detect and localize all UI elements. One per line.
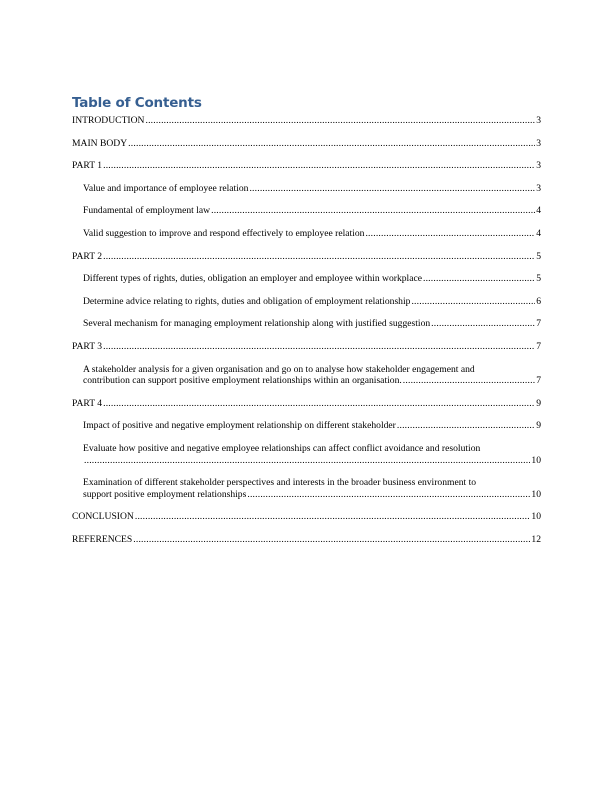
toc-entry-page: 9: [536, 420, 541, 432]
toc-entry-label: Valid suggestion to improve and respond effectively to employee relation: [83, 227, 365, 239]
toc-entry-label: PART 3: [72, 340, 103, 352]
toc-entry-label: PART 2: [72, 250, 103, 262]
toc-entry-several-mechanism[interactable]: [72, 318, 541, 330]
toc-entry-main-body[interactable]: [72, 138, 541, 150]
dot-leader: [103, 160, 535, 172]
toc-entry-page: 3: [536, 137, 541, 149]
toc-entry-stakeholder-analysis[interactable]: [72, 364, 541, 387]
toc-entry-value-importance[interactable]: [72, 183, 541, 195]
toc-entry-page: 10: [531, 511, 541, 523]
toc-entry-references[interactable]: [72, 534, 541, 546]
toc-entry-impact-relationship[interactable]: [72, 420, 541, 432]
toc-entry-page: 4: [536, 205, 541, 217]
toc-entry-introduction[interactable]: [72, 115, 541, 127]
toc-entry-page: 5: [536, 273, 541, 285]
toc-entry-label: PART 1: [72, 160, 103, 172]
toc-entry-part-4[interactable]: [72, 398, 541, 410]
toc-entry-conclusion[interactable]: [72, 511, 541, 523]
dot-leader: [128, 138, 535, 150]
dot-leader: [411, 296, 535, 308]
dot-leader: [211, 205, 535, 217]
dot-leader: [103, 251, 535, 263]
toc-entry-page: 10: [531, 488, 541, 500]
toc-entry-fundamental-law[interactable]: [72, 205, 541, 217]
toc-entry-page: 7: [536, 318, 541, 330]
toc-entry-label-line1: Evaluate how positive and negative employee relationships can affect conflict avoidance and resolution: [83, 442, 481, 454]
toc-entry-page: 9: [536, 397, 541, 409]
dot-leader: [397, 420, 535, 432]
toc-title: Table of Contents: [72, 95, 202, 111]
dot-leader: [135, 511, 531, 523]
dot-leader: [365, 228, 535, 240]
toc-entry-label-line2: support positive employment relationships: [83, 488, 247, 500]
toc-entry-page: 4: [536, 227, 541, 239]
toc-entry-label: Fundamental of employment law: [83, 205, 211, 217]
toc-entry-page: 7: [536, 340, 541, 352]
toc-entry-label: Determine advice relating to rights, duties and obligation of employment relationship: [83, 295, 411, 307]
dot-leader: [145, 115, 535, 127]
toc-entry-page: 10: [531, 454, 541, 466]
toc-entry-label-line1: A stakeholder analysis for a given organisation and go on to analyse how stakeholder engagement and: [83, 363, 475, 375]
toc-entry-label: Impact of positive and negative employment relationship on different stakeholder: [83, 420, 396, 432]
dot-leader: [247, 489, 530, 501]
toc-entry-part-3[interactable]: [72, 341, 541, 353]
toc-entry-page: 6: [536, 295, 541, 307]
toc-entry-label: REFERENCES: [72, 533, 133, 545]
toc-entry-page: 3: [536, 115, 541, 126]
toc-entry-page: 7: [536, 375, 541, 387]
dot-leader: [103, 341, 535, 353]
dot-leader: [403, 375, 535, 387]
toc-entry-label: Value and importance of employee relation: [83, 182, 249, 194]
toc-entry-determine-advice[interactable]: [72, 296, 541, 308]
toc-entry-page: 3: [536, 182, 541, 194]
toc-entry-evaluate-relationships[interactable]: [72, 443, 541, 466]
toc-entry-label: Different types of rights, duties, obligation an employer and employee within workplace: [83, 273, 422, 285]
dot-leader: [431, 318, 535, 330]
toc-entry-label: CONCLUSION: [72, 511, 134, 523]
toc-entry-label: INTRODUCTION: [72, 115, 145, 126]
dot-leader: [423, 273, 535, 285]
toc-entry-page: 12: [531, 533, 541, 545]
dot-leader: [103, 398, 535, 410]
toc-entry-part-1[interactable]: [72, 160, 541, 172]
toc-entry-examination-perspectives[interactable]: [72, 477, 541, 500]
toc-entry-page: 5: [536, 250, 541, 262]
toc-entry-label: PART 4: [72, 397, 103, 409]
dot-leader: [84, 455, 530, 467]
toc-entry-valid-suggestion[interactable]: [72, 228, 541, 240]
toc-entry-label-line2: contribution can support positive employment relationships within an organisation.: [83, 375, 402, 387]
toc-entry-label-line1: Examination of different stakeholder perspectives and interests in the broader business environment to: [83, 477, 477, 489]
toc-entry-types-of-rights[interactable]: [72, 273, 541, 285]
dot-leader: [133, 534, 530, 546]
toc-entry-label: MAIN BODY: [72, 137, 128, 149]
table-of-contents: [72, 115, 541, 556]
toc-entry-page: 3: [536, 160, 541, 172]
toc-entry-label: Several mechanism for managing employment relationship along with justified suggestion: [83, 318, 431, 330]
toc-entry-part-2[interactable]: [72, 251, 541, 263]
dot-leader: [249, 183, 535, 195]
